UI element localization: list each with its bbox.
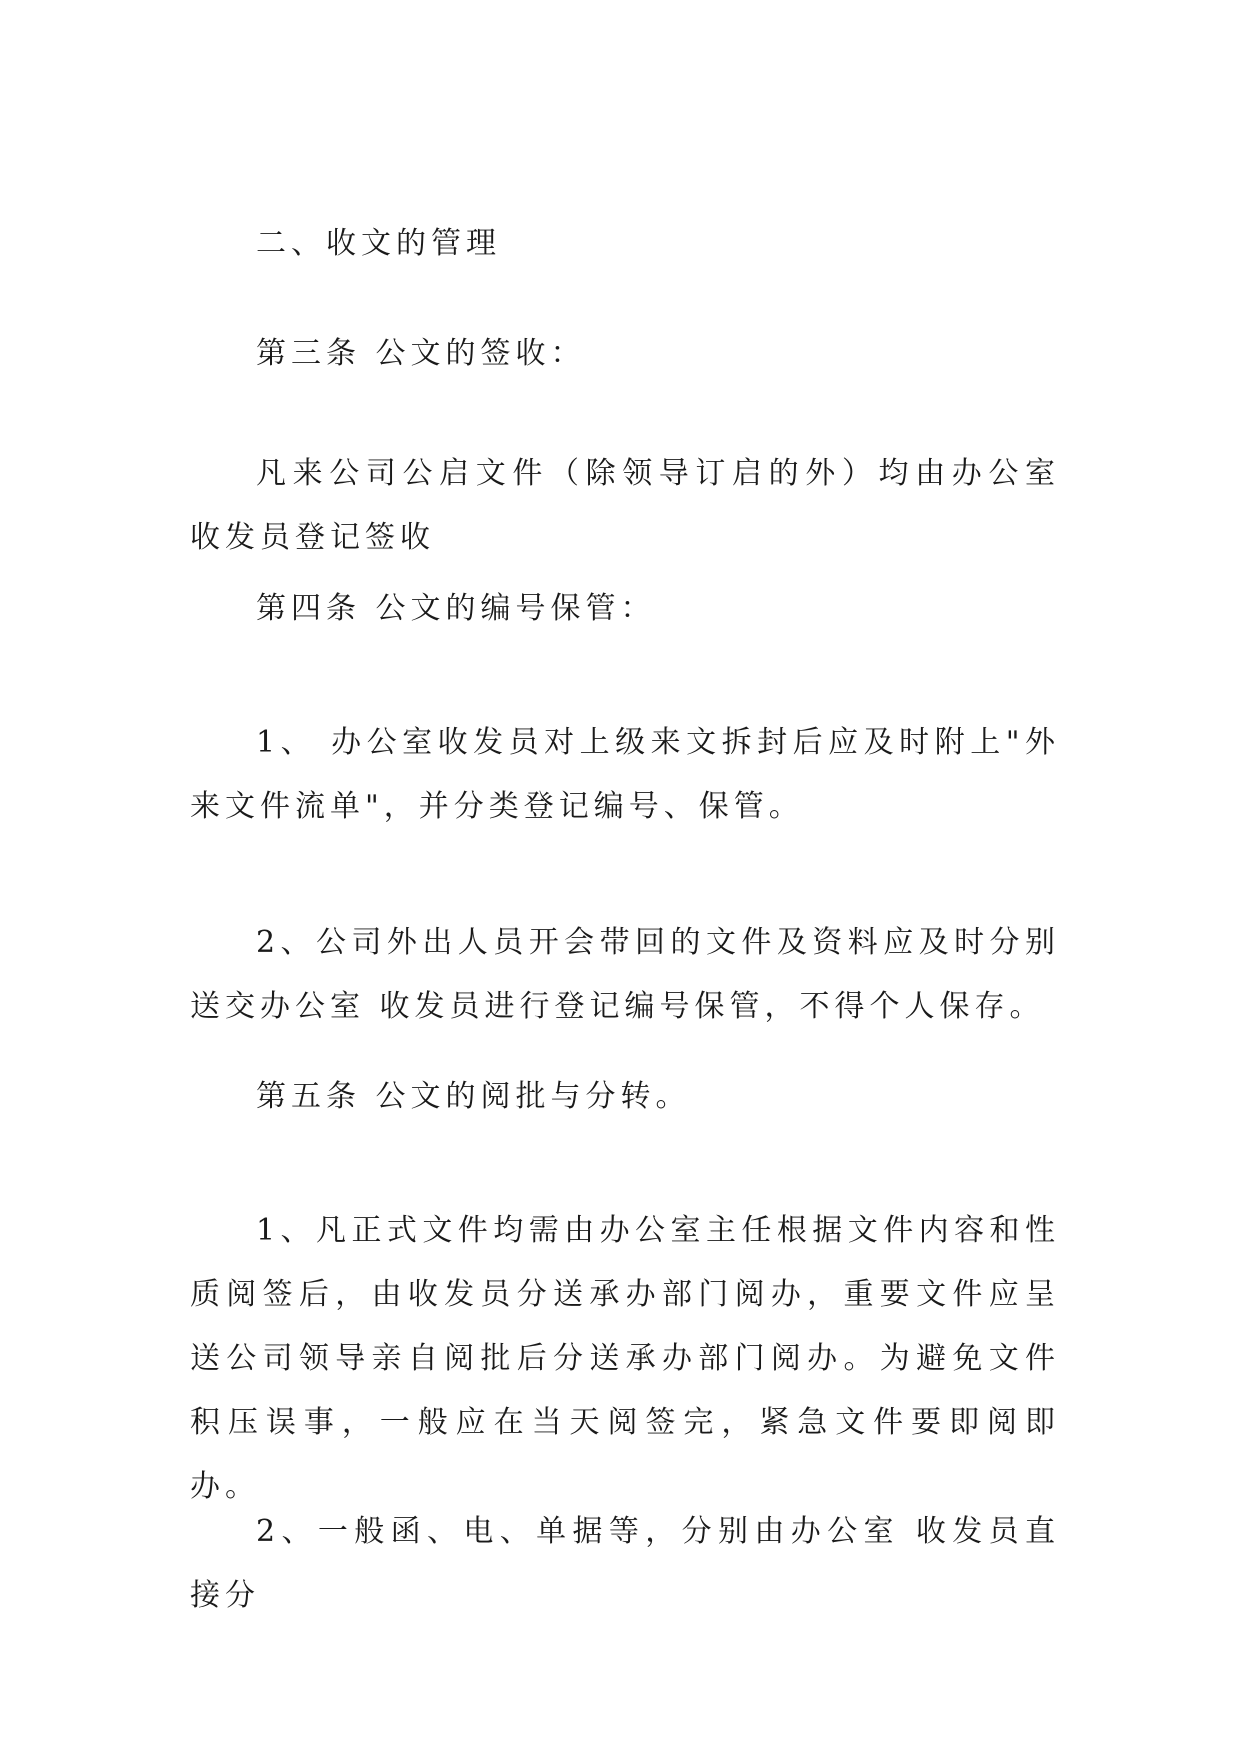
article-4-item-2: 2、公司外出人员开会带回的文件及资料应及时分别送交办公室 收发员进行登记编号保管，不得个人保存。 (190, 925, 1060, 1024)
article-3-heading: 第三条 公文的签收： (256, 336, 586, 371)
article-5-item-2: 2、一般函、电、单据等，分别由办公室 收发员直接分 (190, 1514, 1060, 1613)
article-4-heading: 第四条 公文的编号保管： (256, 591, 656, 626)
article-3-body: 凡来公司公启文件（除领导订启的外）均由办公室收发员登记签收 (190, 456, 1060, 555)
article-5-heading: 第五条 公文的阅批与分转。 (256, 1079, 691, 1114)
article-4-item-1: 1、 办公室收发员对上级来文拆封后应及时附上"外来文件流单"，并分类登记编号、保管。 (190, 725, 1060, 824)
article-5-item-1: 1、凡正式文件均需由办公室主任根据文件内容和性质阅签后，由收发员分送承办部门阅办，重要文件应呈送公司领导亲自阅批后分送承办部门阅办。为避免文件积压误事，一般应在当天阅签完，紧急文件要即阅即办。 (190, 1213, 1060, 1504)
section-heading-receiving: 二、收文的管理 (256, 226, 501, 261)
